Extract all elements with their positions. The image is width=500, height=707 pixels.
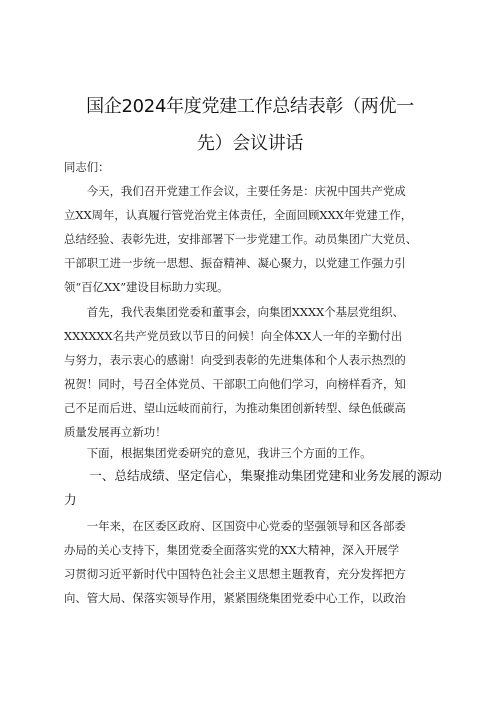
section-1-heading-line-2: 力 [64,492,77,507]
paragraph-1-line-2: 立XX周年，认真履行管党治党主体责任，全面回顾XXX年党建工作， [64,208,413,222]
paragraph-2-line-6: 质量发展再立新功！ [64,425,167,439]
section-1-heading-line-1: 一、总结成绩、坚定信心，集聚推动集团党建和业务发展的源动 [64,468,442,483]
paragraph-2-line-3: 与努力，表示衷心的感谢！向受到表彰的先进集体和个人表示热烈的 [64,353,406,367]
paragraph-2-line-5: 己不足而后进、望山远岐而前行，为推动集团创新转型、绿色低碳高 [64,401,406,415]
paragraph-1-line-1: 今天，我们召开党建工作会议，主要任务是：庆祝中国共产党成 [64,184,406,198]
paragraph-2-line-4: 祝贺！同时，号召全体党员、干部职工向他们学习，向榜样看齐，知 [64,377,406,391]
section-1-paragraph-line-3: 习贯彻习近平新时代中国特色社会主义思想主题教育，充分发挥把方 [64,567,406,581]
paragraph-2-line-1: 首先，我代表集团党委和董事会，向集团XXXX个基层党组织、 [64,305,404,319]
section-1-paragraph-line-4: 向、管大局、保落实领导作用，紧紧围绕集团党委中心工作，以政治 [64,591,406,605]
document-title-line-1: 国企2024年度党建工作总结表彰（两优一 [86,96,414,117]
section-1-paragraph-line-2: 办局的关心支持下，集团党委全面落实党的XX大精神，深入开展学 [64,543,400,557]
paragraph-3-line-1: 下面，根据集团党委研究的意见，我讲三个方面的工作。 [64,446,372,460]
section-1-paragraph-line-1: 一年来，在区委区政府、区国资中心党委的坚强领导和区各部委 [64,519,406,533]
paragraph-2-line-2: XXXXXX名共产党员致以节日的问候！向全体XX人一年的辛勤付出 [64,329,403,343]
document-title-line-2: 先）会议讲话 [196,133,304,154]
paragraph-1-line-4: 干部职工进一步统一思想、振奋精神、凝心聚力，以党建工作强力引 [64,256,406,270]
salutation: 同志们： [64,160,110,174]
paragraph-1-line-3: 总结经验、表彰先进，安排部署下一步党建工作。动员集团广大党员、 [64,232,418,246]
paragraph-1-line-5: 领“百亿XX”建设目标助力实现。 [64,280,229,294]
